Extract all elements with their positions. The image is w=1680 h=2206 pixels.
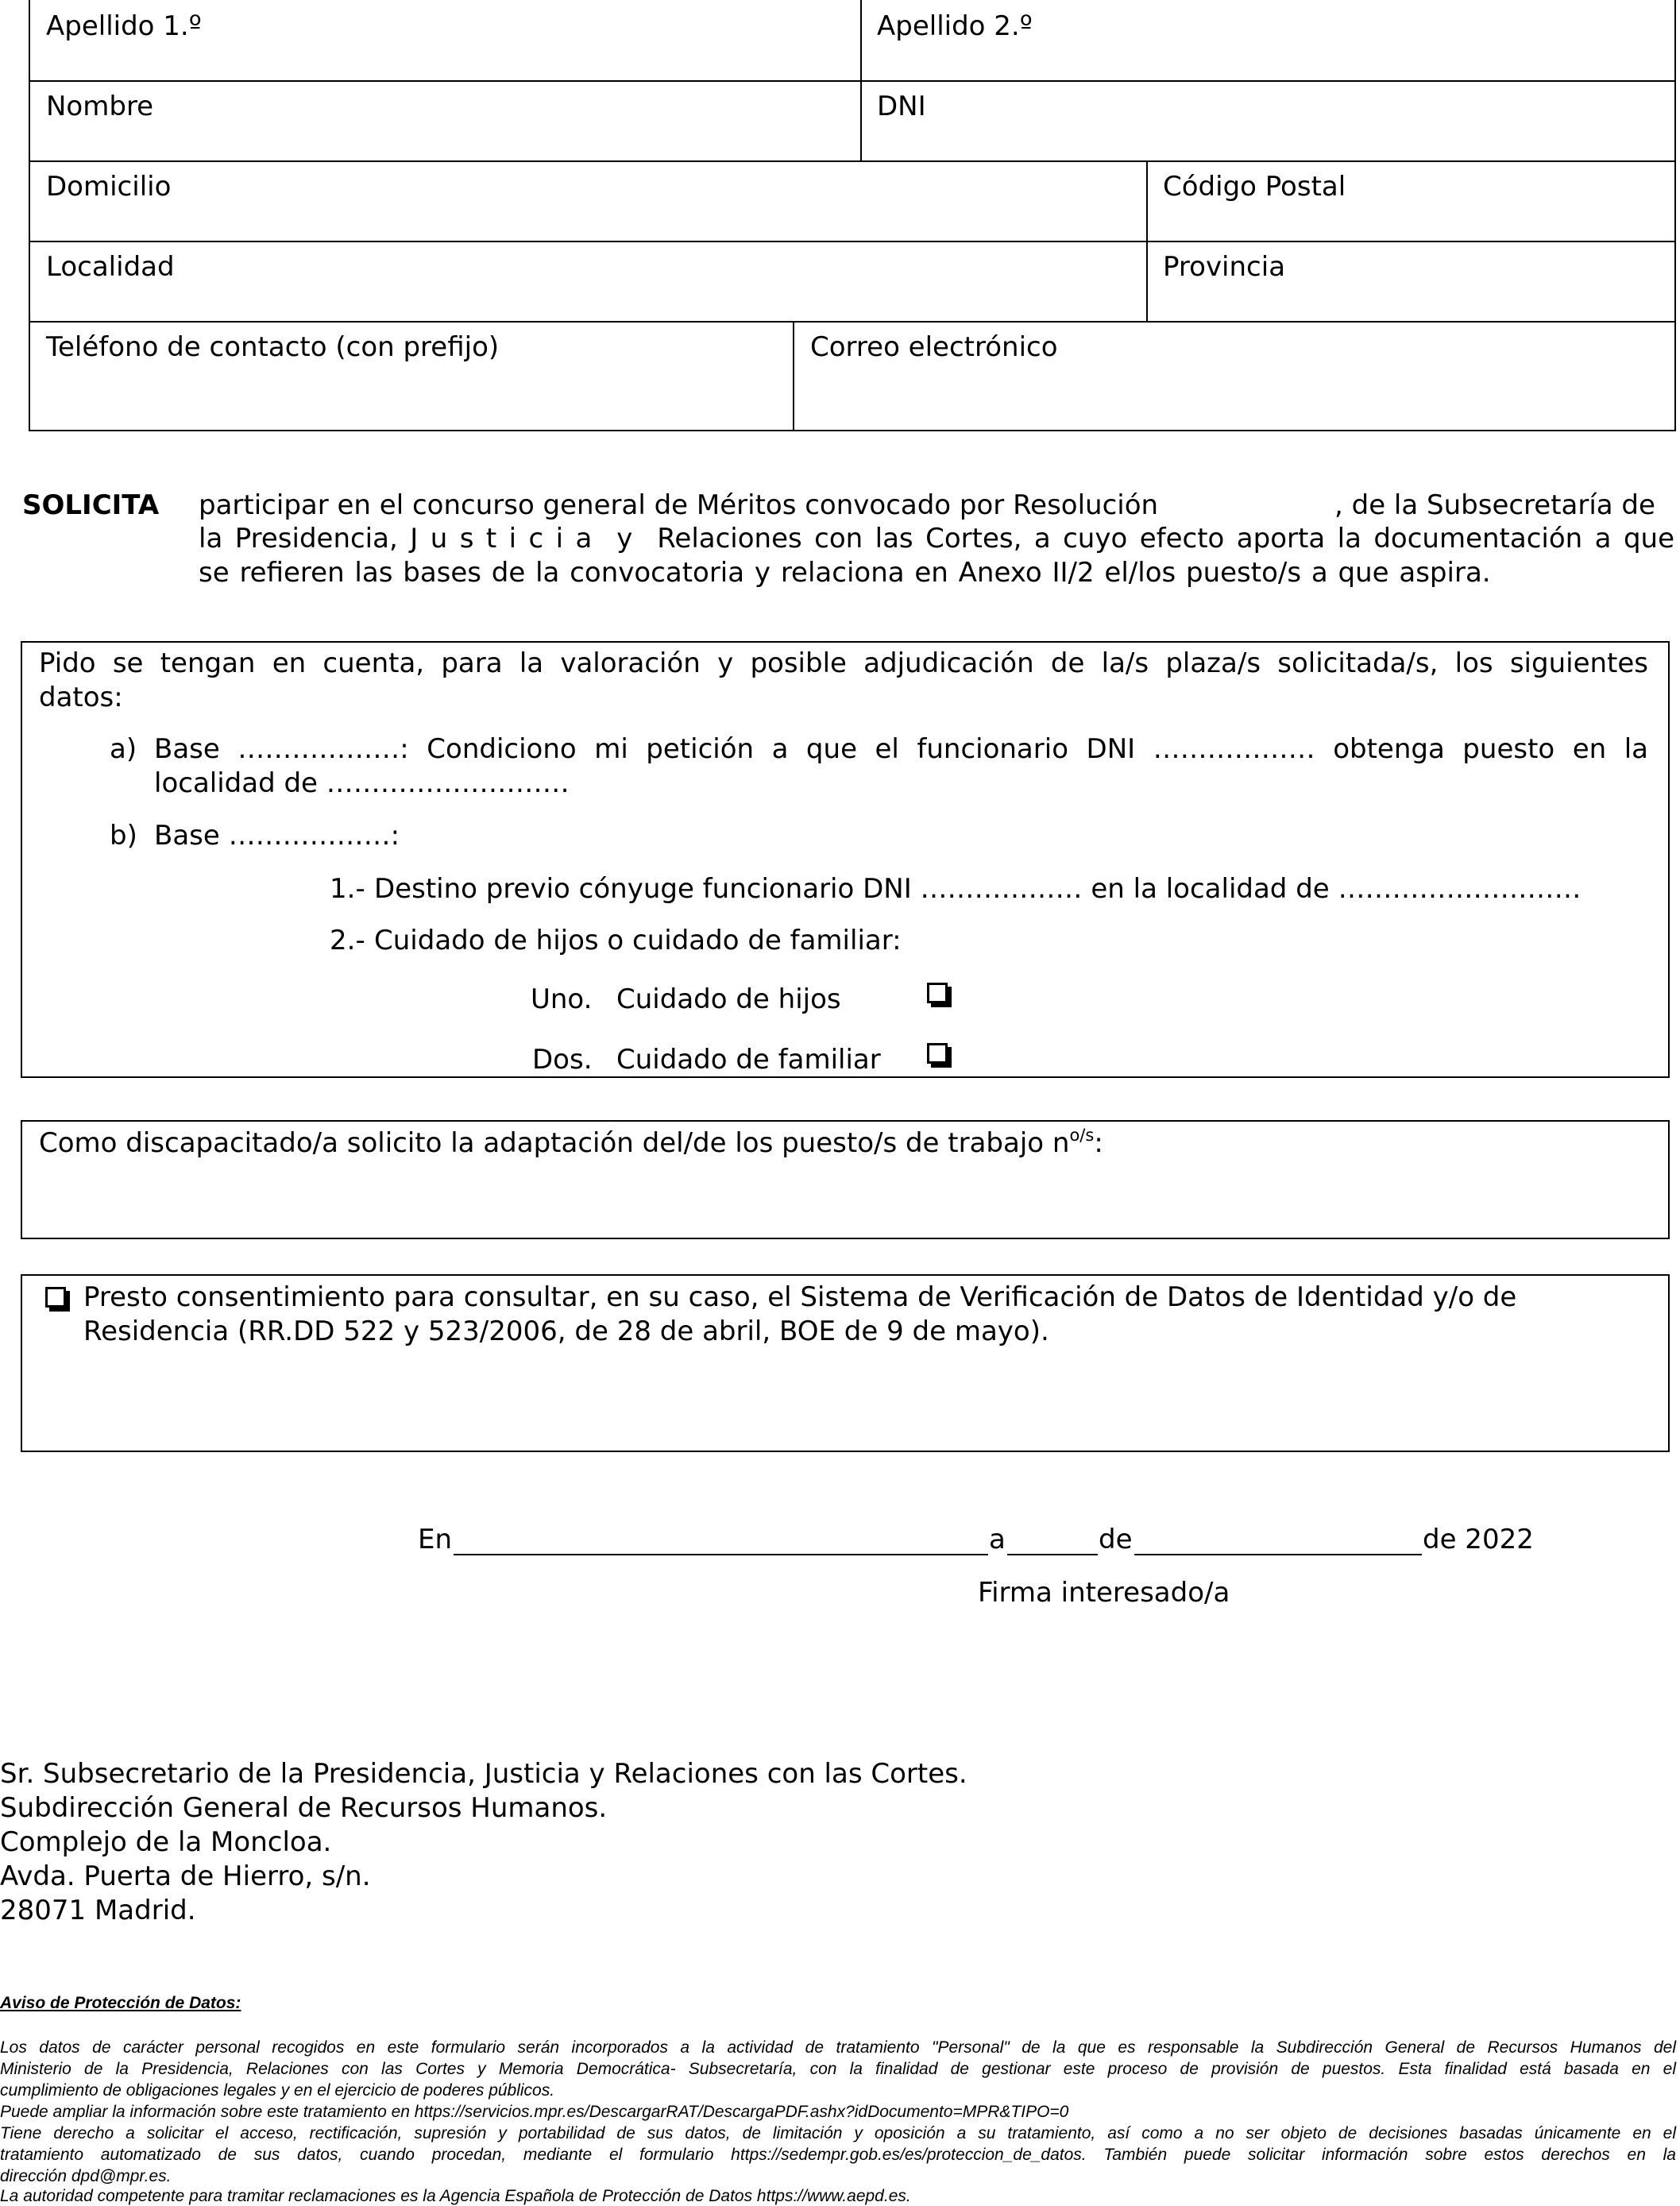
place-blank[interactable] (454, 1554, 988, 1555)
solicita-label: SOLICITA (22, 489, 160, 521)
day-blank[interactable] (1007, 1554, 1098, 1555)
pido-intro-line1: Pido se tengan en cuenta, para la valoración y posible adjudicación de la/s plaza/s solicitada/s, los siguientes (39, 647, 1648, 679)
option-a-marker: a) (110, 733, 137, 765)
dos-label: Dos. (532, 1044, 593, 1076)
uno-text: Cuidado de hijos (616, 983, 841, 1015)
notice-line: La autoridad competente para tramitar reclamaciones es la Agencia Española de Protección de Datos https://www.aepd.es. (0, 2187, 911, 2205)
col-divider (1146, 160, 1148, 321)
row-divider (29, 321, 1676, 323)
signature-en: En (418, 1524, 453, 1555)
pido-intro-line2: datos: (39, 682, 123, 713)
cuidado-hijos-checkbox-icon[interactable] (927, 983, 948, 1003)
row-divider (29, 241, 1676, 242)
solicita-line2: la Presidencia, J u s t i c i a y Relaciones con las Cortes, a cuyo efecto aporta la documentación a que (199, 523, 1674, 554)
item2-number: 2.- (330, 925, 365, 956)
solicita-line3: se refieren las bases de la convocatoria y relaciona en Anexo II/2 el/los puesto/s a que aspira. (199, 557, 1491, 589)
col-divider (860, 0, 862, 160)
correo-field[interactable]: Correo electrónico (810, 331, 1058, 363)
signature-de1: de (1099, 1524, 1133, 1555)
notice-line: Puede ampliar la información sobre este tratamiento en https://servicios.mpr.es/DescargarRAT/DescargaPDF.ashx?idDocumento=MPR&TIPO=0 (0, 2103, 1069, 2121)
signature-label: Firma interesado/a (978, 1577, 1230, 1609)
notice-line: tratamiento automatizado de sus datos, cuando procedan, mediante el formulario https://sedempr.gob.es/es/proteccion_de_datos. También puede solicitar información sobre estos derechos en la (0, 2146, 1676, 2164)
consent-box (21, 1274, 1670, 1452)
dni-field[interactable]: DNI (877, 91, 926, 122)
nombre-field[interactable]: Nombre (46, 91, 154, 122)
apellido2-field[interactable]: Apellido 2.º (877, 10, 1033, 42)
codigo-postal-field[interactable]: Código Postal (1163, 171, 1346, 203)
address-line: Avda. Puerta de Hierro, s/n. (0, 1860, 371, 1892)
consent-line2: Residencia (RR.DD 522 y 523/2006, de 28 de abril, BOE de 9 de mayo). (83, 1315, 1049, 1347)
address-line: Complejo de la Moncloa. (0, 1826, 332, 1858)
provincia-field[interactable]: Provincia (1163, 251, 1286, 283)
apellido1-field[interactable]: Apellido 1.º (46, 10, 202, 42)
signature-year: de 2022 (1423, 1524, 1534, 1555)
telefono-field[interactable]: Teléfono de contacto (con prefijo) (46, 331, 500, 363)
item2-text: Cuidado de hijos o cuidado de familiar: (374, 925, 902, 956)
personal-table-frame (29, 0, 1676, 431)
disability-text: Como discapacitado/a solicito la adaptación del/de los puesto/s de trabajo $n^{o/s}$: (39, 1126, 1103, 1159)
domicilio-field[interactable]: Domicilio (46, 171, 172, 203)
notice-line: dirección dpd@mpr.es. (0, 2167, 172, 2185)
row-divider (29, 80, 1676, 82)
consent-line1: Presto consentimiento para consultar, en su caso, el Sistema de Verificación de Datos de Identidad y/o de (83, 1281, 1517, 1313)
solicita-line1b: , de la Subsecretaría de (1334, 489, 1655, 521)
consent-checkbox-icon[interactable] (45, 1287, 66, 1308)
uno-label: Uno. (531, 983, 593, 1015)
notice-line: Los datos de carácter personal recogidos en este formulario serán incorporados a la actividad de tratamiento "Personal" de la que es responsable la Subdirección General de Recursos Humanos del (0, 2038, 1676, 2057)
notice-line: cumplimiento de obligaciones legales y en el ejercicio de poderes públicos. (0, 2081, 555, 2100)
option-b-line: Base ………………: (154, 820, 400, 852)
signature-a: a (989, 1524, 1006, 1555)
address-line: Subdirección General de Recursos Humanos. (0, 1792, 608, 1824)
localidad-field[interactable]: Localidad (46, 251, 175, 283)
address-line: Sr. Subsecretario de la Presidencia, Justicia y Relaciones con las Cortes. (0, 1758, 967, 1790)
notice-line: Tiene derecho a solicitar el acceso, rectificación, supresión y portabilidad de sus datos, de limitación y oposición a su tratamiento, así como a no ser objeto de decisiones basadas únicamente en el (0, 2124, 1676, 2142)
notice-title: Aviso de Protección de Datos: (0, 1994, 241, 2012)
notice-line: Ministerio de la Presidencia, Relaciones con las Cortes y Memoria Democrática- Subsecretaría, con la finalidad de gestionar este proceso de provisión de puestos. Esta finalidad está basada en el (0, 2060, 1676, 2078)
address-line: 28071 Madrid. (0, 1895, 196, 1926)
col-divider (793, 321, 794, 431)
disability-box[interactable] (21, 1120, 1670, 1239)
cuidado-familiar-checkbox-icon[interactable] (927, 1043, 948, 1064)
disability-superscript: o/s (1069, 1126, 1095, 1145)
solicita-line1a: participar en el concurso general de Méritos convocado por Resolución (199, 489, 1159, 521)
month-blank[interactable] (1134, 1554, 1422, 1555)
dos-text: Cuidado de familiar (616, 1044, 881, 1076)
option-b-marker: b) (110, 820, 137, 852)
item1-number: 1.- (330, 873, 365, 905)
row-divider (29, 160, 1676, 162)
option-a-line1: Base ………………: Condiciono mi petición a que el funcionario DNI ……………… obtenga puesto en la (154, 733, 1648, 765)
preferences-box (21, 641, 1670, 1078)
item1-text: Destino previo cónyuge funcionario DNI ……………… en la localidad de ……………………… (374, 873, 1582, 905)
option-a-line2: localidad de ……………………… (154, 767, 570, 799)
